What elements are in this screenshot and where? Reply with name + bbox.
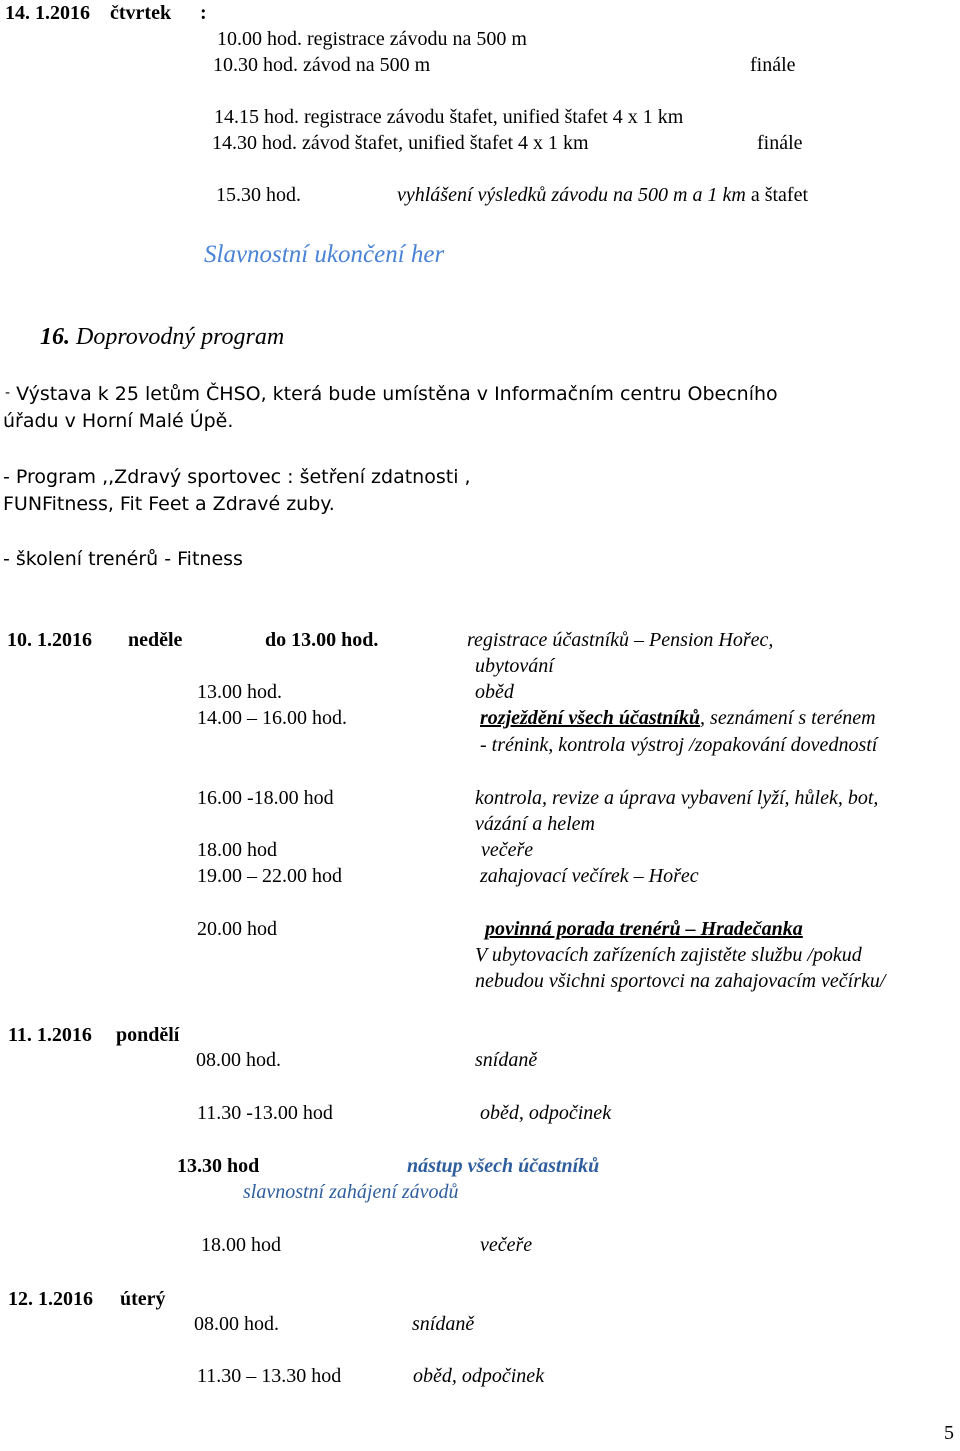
day10-text-7c: nebudou všichni sportovci na zahajovacím večírku/ xyxy=(475,970,886,992)
day10-text-7b: V ubytovacích zařízeních zajistěte službu /pokud xyxy=(475,944,862,966)
day14-line-2-final: finále xyxy=(750,54,796,76)
day10-time-3: 14.00 – 16.00 hod. xyxy=(197,707,347,729)
day11-text-3: nástup všech účastníků xyxy=(407,1155,600,1177)
day14-line-2: 10.30 hod. závod na 500 m xyxy=(213,54,431,76)
closing-ceremony-heading: Slavnostní ukončení her xyxy=(204,241,445,268)
day11-text-4: večeře xyxy=(480,1234,533,1256)
day10-time-1: do 13.00 hod. xyxy=(265,629,379,651)
day10-text-3: rozježdění všech účastníků, seznámení s terénem xyxy=(480,707,876,729)
program-line-2: FUNFitness, Fit Feet a Zdravé zuby. xyxy=(3,493,335,515)
day10-date: 10. 1.2016 xyxy=(7,629,92,651)
day10-text-5: večeře xyxy=(481,839,534,861)
day10-time-4: 16.00 -18.00 hod xyxy=(197,787,334,809)
day10-text-2: oběd xyxy=(475,681,514,703)
day11-time-3: 13.30 hod xyxy=(177,1155,260,1177)
exhibition-line-2: úřadu v Horní Malé Úpě. xyxy=(3,410,234,432)
day12-date: 12. 1.2016 xyxy=(8,1288,93,1310)
day12-text-1: snídaně xyxy=(412,1313,475,1335)
day14-line-3: 14.15 hod. registrace závodu štafet, unified štafet 4 x 1 km xyxy=(214,106,684,128)
day10-time-7: 20.00 hod xyxy=(197,918,277,940)
day12-weekday: úterý xyxy=(120,1288,166,1310)
day10-time-2: 13.00 hod. xyxy=(197,681,282,703)
day14-line-4: 14.30 hod. závod štafet, unified štafet 4 x 1 km xyxy=(212,132,589,154)
day14-line-4-final: finále xyxy=(757,132,803,154)
day11-time-1: 08.00 hod. xyxy=(196,1049,281,1071)
day10-text-4a: kontrola, revize a úprava vybavení lyží, hůlek, bot, xyxy=(475,787,879,809)
day10-text-3b: - trénink, kontrola výstroj /zopakování dovedností xyxy=(480,734,878,756)
day10-time-6: 19.00 – 22.00 hod xyxy=(197,865,342,887)
program-line-1: - Program ,,Zdravý sportovec : šetření zdatnosti , xyxy=(3,466,471,488)
page-number: 5 xyxy=(944,1422,954,1444)
day14-weekday: čtvrtek xyxy=(110,2,172,24)
day10-text-7a: povinná porada trenérů – Hradečanka xyxy=(485,918,803,940)
day14-colon: : xyxy=(200,2,207,24)
day10-text-4b: vázání a helem xyxy=(475,813,595,835)
day11-text-3b: slavnostní zahájení závodů xyxy=(243,1181,459,1203)
day12-time-1: 08.00 hod. xyxy=(194,1313,279,1335)
day10-text-6: zahajovací večírek – Hořec xyxy=(480,865,699,887)
day11-date: 11. 1.2016 xyxy=(8,1024,92,1046)
coach-training-line: - školení trenérů - Fitness xyxy=(3,548,243,570)
day10-time-5: 18.00 hod xyxy=(197,839,277,861)
day11-text-1: snídaně xyxy=(475,1049,538,1071)
day14-date: 14. 1.2016 xyxy=(5,2,90,24)
day11-weekday: pondělí xyxy=(116,1024,180,1046)
day10-weekday: neděle xyxy=(128,629,183,651)
day14-line-5-text: vyhlášení výsledků závodu na 500 m a 1 km a štafet xyxy=(397,184,808,206)
exhibition-line-1: - Výstava k 25 letům ČHSO, která bude umístěna v Informačním centru Obecního xyxy=(5,383,778,405)
day11-text-2: oběd, odpočinek xyxy=(480,1102,612,1124)
day12-text-2: oběd, odpočinek xyxy=(413,1365,545,1387)
day11-time-2: 11.30 -13.00 hod xyxy=(197,1102,333,1124)
day10-text-1a: registrace účastníků – Pension Hořec, xyxy=(467,629,774,651)
section-16-heading: 16. Doprovodný program xyxy=(40,324,285,350)
day11-time-4: 18.00 hod xyxy=(201,1234,281,1256)
day14-line-1: 10.00 hod. registrace závodu na 500 m xyxy=(217,28,527,50)
day10-text-1b: ubytování xyxy=(475,655,554,677)
day14-line-5-time: 15.30 hod. xyxy=(216,184,301,206)
day12-time-2: 11.30 – 13.30 hod xyxy=(197,1365,342,1387)
